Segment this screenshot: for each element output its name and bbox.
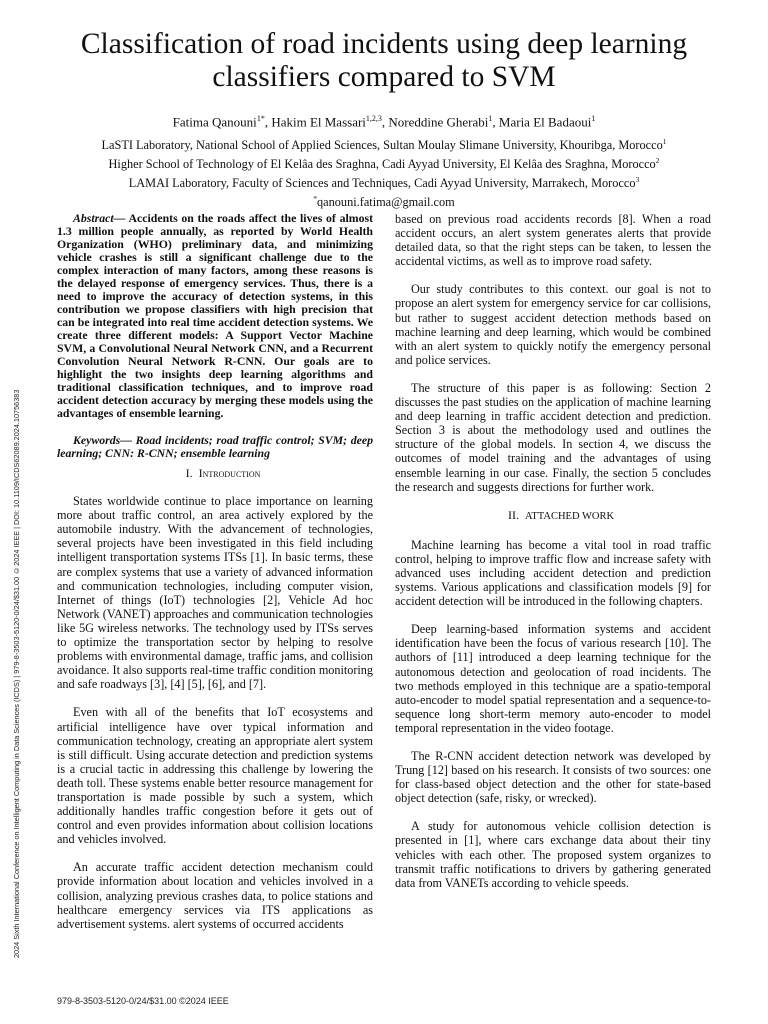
abstract (57, 212, 373, 420)
author-affiliation-mark: 1* (256, 114, 265, 123)
paragraph: An accurate traffic accident detection mechanism could provide information about location and vehicles involved in a collision, analyzing previous crashes data, to police stations and healthcare emergency services via ITS applications as advertisement systems. alert systems of occurred accidents (57, 860, 373, 931)
paragraph: Deep learning-based information systems and accident identification have been the focus of various research [10]. The authors of [11] introduced a deep learning technique for the autonomous detection and geolocation of road incidents. The two methods employed in this technique are a spatio-temporal auto-encoder to model spatial representation and a sequence-to-sequence long short-term memory auto-encoder to model temporal representation in the video footage. (395, 622, 711, 735)
affiliations (40, 134, 728, 210)
paragraph: Our study contributes to this context. our goal is not to propose an alert system for emergency service for car collisions, but rather to suggest accident detection methods based on machine learning and deep learning, which would be combined with an alert system to quickly notify the emergency personal and police services. (395, 282, 711, 367)
abstract-text: Accidents on the roads affect the lives of almost 1.3 million people annually, as reported by World Health Organization (WHO) preliminary data, and minimizing vehicle crashes is still a significant challenge due to the complex interaction of many factors, among these reasons is the delayed response of emergency services. Thus, there is a need to improve the accuracy of detection systems, in this contribution we propose classifiers with high precision that can be integrated into real time accident detection systems. We create three different models: A Support Vector Machine SVM, a Convolutional Neural Network CNN, and a Recurrent Convolution Neural Network R-CNN. Our goals are to highlight the two insights deep learning algorithms and traditional classification techniques, and to improve road accident detection accuracy by merging these models using the advantages of ensemble learning. (57, 211, 373, 420)
paragraph: Even with all of the benefits that IoT ecosystems and artificial intelligence have over typical information and communication technology, creating an appropriate alert system is still difficult. Using accurate detection and prediction systems is a crucial tactic in addressing this challenge by lowering the death toll. These systems enable better resource management for transportation is made possible by such a system, which additionally handles traffic congestion before it gets out of control and even provides information about collision locations and vehicles involved. (57, 705, 373, 847)
sidebar-citation: 2024 Sixth International Conference on Intelligent Computing in Data Sciences (ICDS) | 979-8-3503-5120-0/24/$31.00 ©2024 IEEE | DOI: 10.1109/ICDS62089.2024.10756383 (12, 389, 21, 958)
affiliation-line: LAMAI Laboratory, Faculty of Sciences and Techniques, Cadi Ayyad University, Marrakech, Morocco$^3$ (128, 175, 640, 191)
paragraph: Machine learning has become a vital tool in road traffic control, helping to improve traffic flow and increase safety with advanced uses including accident detection and prediction systems. Various applications and classification models [9] for accident detection will be introduced in the following chapters. (395, 537, 711, 609)
author-affiliation-mark: 1,2,3 (365, 114, 382, 123)
author-affiliation-mark: 1 (488, 114, 493, 123)
keywords-text: Road incidents; road traffic control; SVM; deep learning; CNN: R-CNN; ensemble learning (57, 433, 373, 460)
paragraph: The structure of this paper is as following: Section 2 discusses the past studies on the application of machine learning and deep learning in traffic accident detection and prediction. Section 3 is about the methodology used and outlines the structure of the global models. In section 4, we discuss the outcomes of model training and the advantages of using ensemble learning in our case. Finally, the section 5 concludes the research and suggests directions for further work. (395, 380, 711, 494)
author-affiliation-mark: 1 (591, 114, 596, 123)
right-column (395, 212, 711, 904)
left-column (57, 212, 373, 945)
paper-title: Classification of road incidents using deep learning classifiers compared to SVM (80, 28, 688, 93)
keywords (57, 434, 373, 460)
section-heading-introduction: I. Introduction (185, 466, 261, 480)
paragraph-continued: based on previous road accidents records [8]. When a road accident occurs, an alert system generates alerts that provide detailed data, so that the right steps can be taken, to lessen the accidental victims, as well as to improve road safety. (395, 212, 711, 269)
abstract-lead: Abstract— (73, 211, 126, 225)
affiliation-line: Higher School of Technology of El Kelâa des Sraghna, Cadi Ayyad University, El Kelâa des Sraghna, Morocco$^2$ (108, 156, 660, 172)
author-email[interactable]: *qanouni.fatima@gmail.com (313, 194, 455, 210)
author-name: Noreddine Gherabi (388, 114, 489, 130)
keywords-lead: Keywords— (73, 433, 132, 447)
author-name: Hakim El Massari (271, 114, 366, 130)
author-list: Fatima Qanouni$^{1*}$, Hakim El Massari$^{1,2,3}$, Noreddine Gherabi$^1$, Maria El Badaoui$^1$ (172, 114, 596, 130)
section-heading-attached-work: II. ATTACHED WORK (507, 507, 615, 522)
paragraph: A study for autonomous vehicle collision detection is presented in [1], where cars exchange data about their tiny vehicles with each other. The proposed system organizes to transmit traffic notifications to drivers by gathering generated data from VANETs according to vehicle speeds. (395, 819, 711, 890)
author-name: Fatima Qanouni (172, 114, 257, 130)
paragraph: The R-CNN accident detection network was developed by Trung [12] based on his research. It consists of two sources: one for class-based object detection and the other for state-based object detection (safe, risky, or wrecked). (395, 749, 711, 806)
affiliation-line: LaSTI Laboratory, National School of Applied Sciences, Sultan Moulay Slimane University, Khouribga, Morocco$^1$ (101, 137, 667, 153)
author-name: Maria El Badaoui (498, 114, 592, 130)
page-footer: 979-8-3503-5120-0/24/$31.00 ©2024 IEEE (57, 996, 229, 1006)
paragraph: States worldwide continue to place importance on learning more about traffic control, an area actively explored by the automobile industry. With the advancement of technologies, several projects have been investigated in this field including intelligent transportation systems ITSs [1]. In basic terms, these are complex systems that use a variety of advanced information and communication technologies, including computer vision, Internet of things (IoT) technologies [2], Vehicle Ad hoc Network (VANET) approaches and communication technologies like 5G wireless networks. The technology used by ITSs serves to optimize the transportation sector by helping to resolve problems with environmental damage, traffic jams, and collision avoidance. It also supports real-time traffic condition monitoring and safe roadways [3], [4] [5], [6], and [7]. (57, 494, 373, 692)
